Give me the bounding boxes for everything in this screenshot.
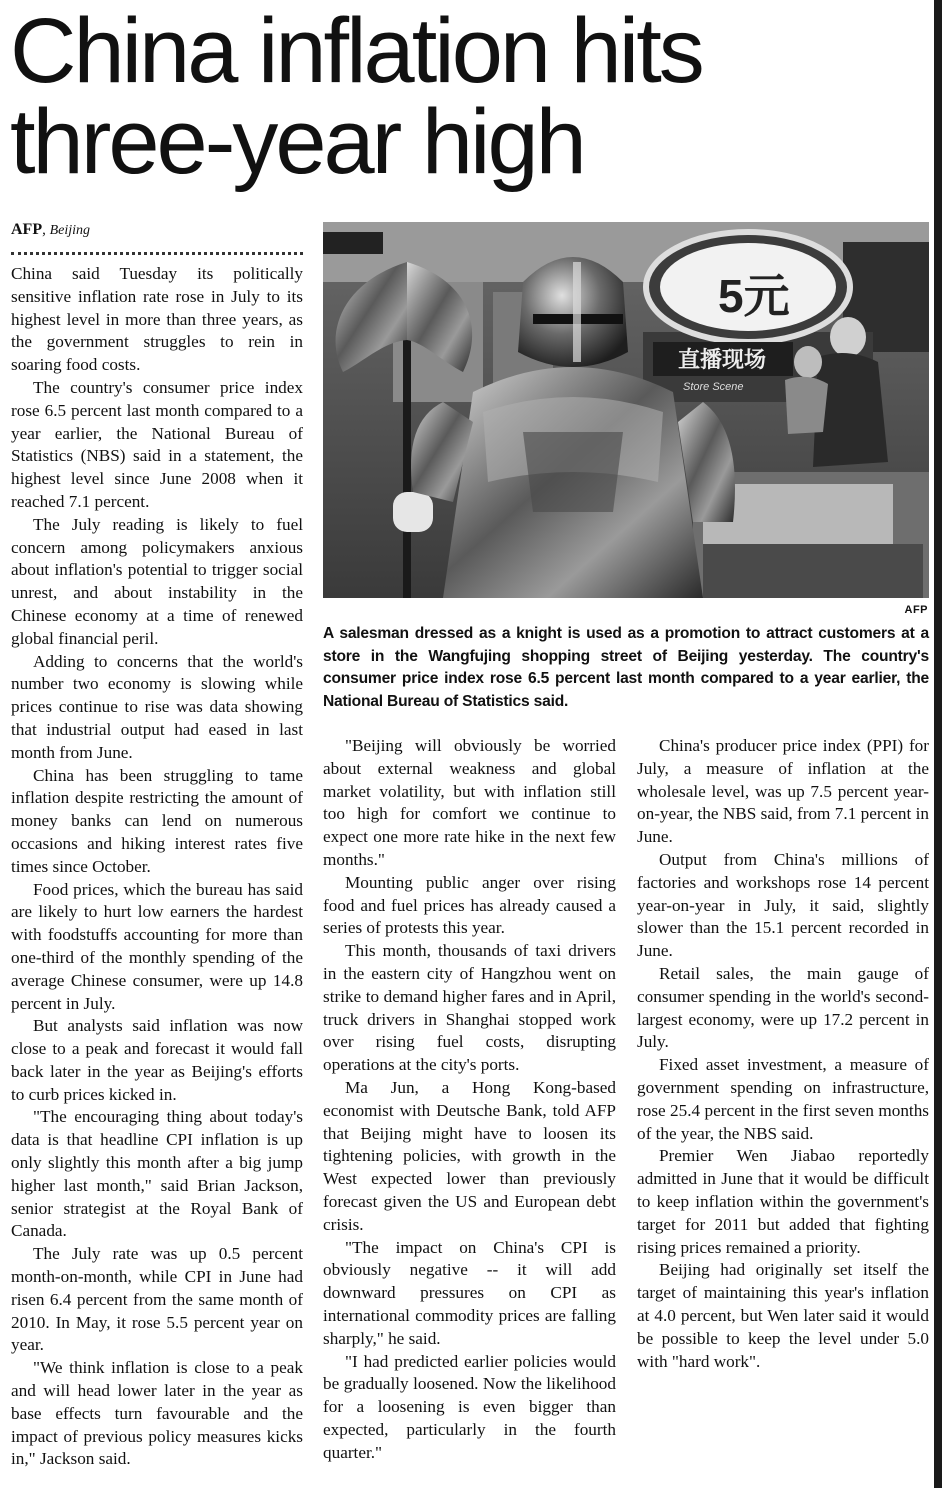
article-paragraph: Output from China's millions of factories and workshops rose 14 percent year-on-year in July, it said, slightly slower than the 15.1 percent recorded in June. (637, 849, 929, 961)
article-paragraph: China's producer price index (PPI) for July, a measure of inflation at the wholesale level, was up 7.5 percent year-on-year, the NBS said, from 7.1 percent in June. (637, 736, 929, 847)
dotted-divider (11, 252, 303, 255)
article-paragraph: China said Tuesday its politically sensitive inflation rate rose in July to its highest level in more than three years, as the government struggles to rein in soaring food costs. (11, 264, 303, 375)
article-paragraph: China has been struggling to tame inflation despite restricting the amount of money banks can lend on numerous occasions and hiking interest rates five times since October. (11, 765, 303, 876)
photo-sign-price: 5元 (718, 270, 790, 322)
article-paragraph: "Beijing will obviously be worried about external weakness and global market volatility, but with inflation still too high for comfort we continue to expect one more rate hike in the next few months." (323, 736, 616, 869)
article-paragraph: Beijing had originally set itself the target of maintaining this year's inflation at 4.0 percent, but Wen later said it would be possible to keep the level under 5.0 with "hard work". (637, 1260, 929, 1371)
article-paragraph: Food prices, which the bureau has said are likely to hurt low earners the hardest with foodstuffs accounting for more than one-third of the monthly spending of the average Chinese consumer, were up 14.8 percent in July. (11, 879, 303, 1013)
article-paragraph: The July rate was up 0.5 percent month-on-month, while CPI in June had risen 6.4 percent from the same month of 2010. In May, it rose 5.5 percent year on year. (11, 1244, 303, 1355)
byline (11, 221, 303, 239)
article-paragraph: This month, thousands of taxi drivers in the eastern city of Hangzhou went on strike to demand higher fares and in April, truck drivers in Shanghai stopped work over rising fuel costs, disrupting operations at the city's ports. (323, 941, 616, 1075)
photo-sign-small: Store Scene (683, 381, 744, 393)
article-paragraph: Premier Wen Jiabao reportedly admitted in June that it would be difficult to keep inflation within the government's target for 2011 but added that fighting rising prices remained a priority. (637, 1146, 929, 1257)
photo-caption: A salesman dressed as a knight is used as a promotion to attract customers at a store in the Wangfujing shopping street of Beijing yesterday. The country's consumer price index rose 6.5 percent last month compared to a year earlier, the National Bureau of Statistics said. (323, 625, 929, 710)
photo-sign-text: 直播现场 (678, 348, 767, 373)
article-column-2 (323, 735, 616, 1485)
article-paragraph: Ma Jun, a Hong Kong-based economist with Deutsche Bank, told AFP that Beijing might have to loosen its tightening policies, with growth in the West expected lower than previously forecast given the US and European debt crisis. (323, 1077, 616, 1234)
article-paragraph: Adding to concerns that the world's number two economy is slowing while prices continue to rise was data showing that industrial output had eased in last month from June. (11, 651, 303, 762)
article-paragraph: Mounting public anger over rising food and fuel prices has already caused a series of protests this year. (323, 872, 616, 938)
article-paragraph: "The impact on China's CPI is obviously negative -- it will add downward pressures on CPI as international commodity prices are falling sharply," he said. (323, 1237, 616, 1348)
article-headline: China inflation hits three-year high (10, 0, 702, 193)
byline-agency: AFP (11, 221, 43, 238)
photo-credit: AFP (904, 604, 928, 616)
article-paragraph: "We think inflation is close to a peak and will head lower later in the year as base effects turn favourable and the impact of previous policy measures kicks in," Jackson said. (11, 1358, 303, 1469)
article-photo (323, 222, 929, 598)
article-column-3 (637, 735, 929, 1485)
article-paragraph: "I had predicted earlier policies would be gradually loosened. Now the likelihood for a loosening is even bigger than expected, particularly in the fourth quarter." (323, 1351, 616, 1462)
page-edge-rule (934, 0, 942, 1488)
article-paragraph: The July reading is likely to fuel concern among policymakers anxious about inflation's potential to trigger social unrest, and about instability in the Chinese economy at a time of renewed global financial peril. (11, 514, 303, 648)
article-paragraph: The country's consumer price index rose 6.5 percent last month compared to a year earlier, the National Bureau of Statistics (NBS) said in a statement, the highest level since June 2008 when it reached 7.1 percent. (11, 377, 303, 511)
article-paragraph: Fixed asset investment, a measure of government spending on infrastructure, rose 25.4 percent in the first seven months of the year, the NBS said. (637, 1055, 929, 1143)
article-column-1 (11, 263, 303, 1485)
article-paragraph: But analysts said inflation was now close to a peak and forecast it would fall back later in the year as Beijing's efforts to curb prices kicked in. (11, 1016, 303, 1104)
article-paragraph: Retail sales, the main gauge of consumer spending in the world's second-largest economy, were up 17.2 percent in July. (637, 963, 929, 1052)
byline-separator: , (42, 222, 50, 238)
knight-salesman-photo (323, 222, 929, 598)
byline-place: Beijing (49, 223, 91, 238)
article-paragraph: "The encouraging thing about today's data is that headline CPI inflation is up only slightly this month after a big jump higher last month," said Brian Jackson, senior strategist at the Royal Bank of Canada. (11, 1107, 303, 1241)
